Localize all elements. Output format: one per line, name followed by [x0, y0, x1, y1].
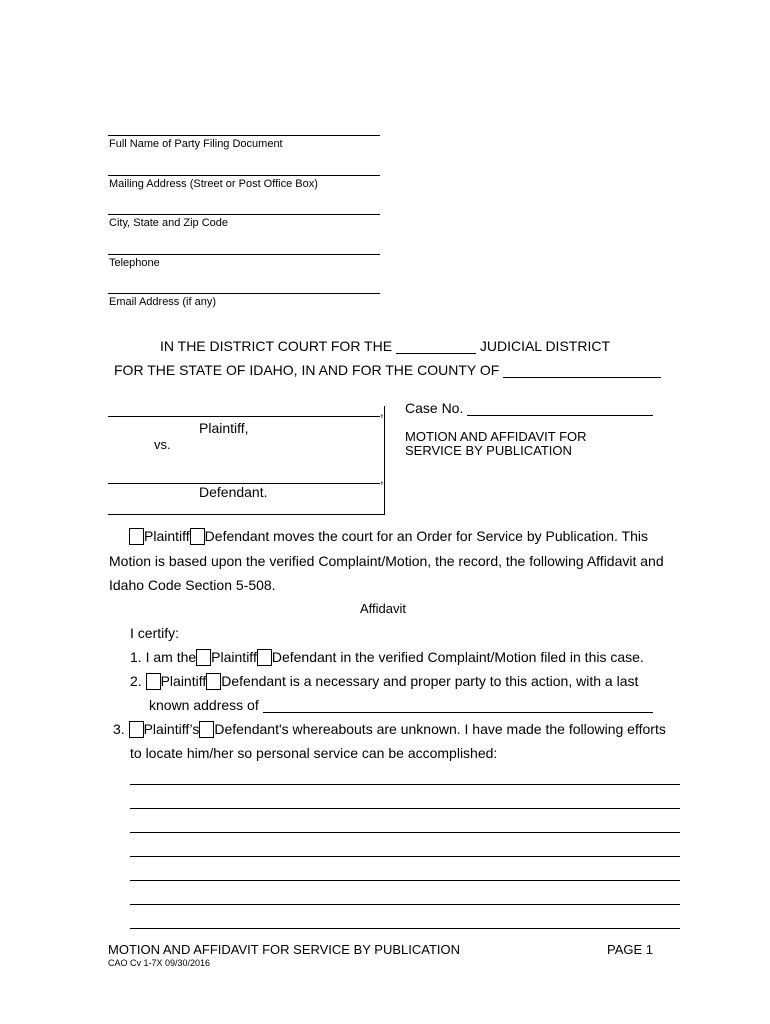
- email-label: Email Address (if any): [109, 296, 216, 308]
- telephone-line[interactable]: [108, 254, 380, 255]
- efforts-line[interactable]: [130, 784, 680, 785]
- item-2-text: Defendant is a necessary and proper party to this action, with a last: [221, 673, 639, 689]
- city-state-zip-line[interactable]: [108, 214, 380, 215]
- item-3-plaintiff-checkbox[interactable]: [129, 721, 144, 738]
- court-line-2: [114, 362, 661, 378]
- motion-plaintiff-checkbox[interactable]: [129, 528, 144, 545]
- caption-vertical-rule: [384, 406, 385, 514]
- affidavit-item-3-line-2: to locate him/her so personal service can be accomplished:: [130, 745, 498, 761]
- motion-defendant-checkbox[interactable]: [190, 528, 205, 545]
- efforts-line[interactable]: [130, 808, 680, 809]
- item-2-defendant-checkbox[interactable]: [206, 673, 221, 690]
- efforts-line[interactable]: [130, 928, 680, 929]
- defendant-label: Defendant.: [199, 484, 268, 500]
- motion-line-1: [129, 528, 648, 545]
- mailing-address-label: Mailing Address (Street or Post Office Box): [109, 178, 318, 190]
- item-3-number: 3.: [113, 721, 125, 737]
- certify-label: I certify:: [130, 625, 180, 641]
- affidavit-item-3: [113, 721, 666, 738]
- full-name-line[interactable]: [108, 135, 380, 136]
- caption-bottom-rule: [108, 514, 385, 515]
- efforts-line[interactable]: [130, 832, 680, 833]
- known-address-label: known address of: [149, 697, 259, 713]
- document-title-line-1: MOTION AND AFFIDAVIT FOR: [405, 429, 587, 444]
- telephone-label: Telephone: [109, 257, 160, 269]
- affidavit-item-2-line-2: [149, 697, 653, 713]
- court-line-2-text: FOR THE STATE OF IDAHO, IN AND FOR THE COUNTY OF: [114, 362, 500, 378]
- court-line-1: [160, 338, 610, 354]
- item-1-prefix: I am the: [145, 649, 197, 665]
- court-line-1-b: JUDICIAL DISTRICT: [479, 338, 610, 354]
- county-blank[interactable]: [503, 377, 661, 378]
- court-line-1-a: IN THE DISTRICT COURT FOR THE: [160, 338, 393, 354]
- item-1-plaintiff-label: Plaintiff: [211, 649, 257, 665]
- case-number-blank[interactable]: [467, 415, 653, 416]
- efforts-line[interactable]: [130, 880, 680, 881]
- item-3-defendant-checkbox[interactable]: [199, 721, 214, 738]
- document-title-line-2: SERVICE BY PUBLICATION: [405, 443, 572, 458]
- affidavit-heading: Affidavit: [360, 601, 407, 616]
- plaintiff-name-line[interactable]: [108, 416, 380, 417]
- plaintiff-comma: ,: [380, 404, 384, 419]
- efforts-line[interactable]: [130, 856, 680, 857]
- mailing-address-line[interactable]: [108, 175, 380, 176]
- case-number-row: [405, 400, 653, 416]
- item-1-defendant-checkbox[interactable]: [257, 649, 272, 666]
- footer-title: MOTION AND AFFIDAVIT FOR SERVICE BY PUBLICATION: [108, 942, 461, 957]
- defendant-comma: ,: [380, 471, 384, 486]
- affidavit-item-2: [130, 673, 638, 690]
- motion-line-2: Motion is based upon the verified Complaint/Motion, the record, the following Affidavit and: [109, 553, 664, 569]
- efforts-line[interactable]: [130, 904, 680, 905]
- case-number-label: Case No.: [405, 400, 464, 416]
- motion-line-3: Idaho Code Section 5-508.: [109, 577, 276, 593]
- item-3-plaintiff-label: Plaintiff’s: [143, 721, 200, 737]
- email-line[interactable]: [108, 293, 380, 294]
- judicial-district-blank[interactable]: [396, 353, 476, 354]
- footer-page-number: PAGE 1: [607, 942, 654, 957]
- full-name-label: Full Name of Party Filing Document: [109, 138, 283, 150]
- item-2-plaintiff-label: Plaintiff: [160, 673, 207, 689]
- city-state-zip-label: City, State and Zip Code: [109, 217, 229, 229]
- item-2-number: 2.: [130, 673, 142, 689]
- item-1-plaintiff-checkbox[interactable]: [196, 649, 211, 666]
- footer-form-code: CAO Cv 1-7X 09/30/2016: [108, 958, 211, 968]
- plaintiff-label: Plaintiff,: [199, 420, 249, 436]
- item-1-number: 1.: [130, 649, 142, 665]
- known-address-blank[interactable]: [263, 712, 653, 713]
- item-3-text: Defendant's whereabouts are unknown. I have made the following efforts: [214, 721, 666, 737]
- item-2-plaintiff-checkbox[interactable]: [146, 673, 161, 690]
- motion-line-1-text: Defendant moves the court for an Order for Service by Publication. This: [204, 528, 648, 544]
- item-1-text: Defendant in the verified Complaint/Motion filed in this case.: [271, 649, 644, 665]
- vs-label: vs.: [154, 437, 171, 452]
- motion-plaintiff-label: Plaintiff: [144, 528, 190, 544]
- affidavit-item-1: [130, 649, 644, 666]
